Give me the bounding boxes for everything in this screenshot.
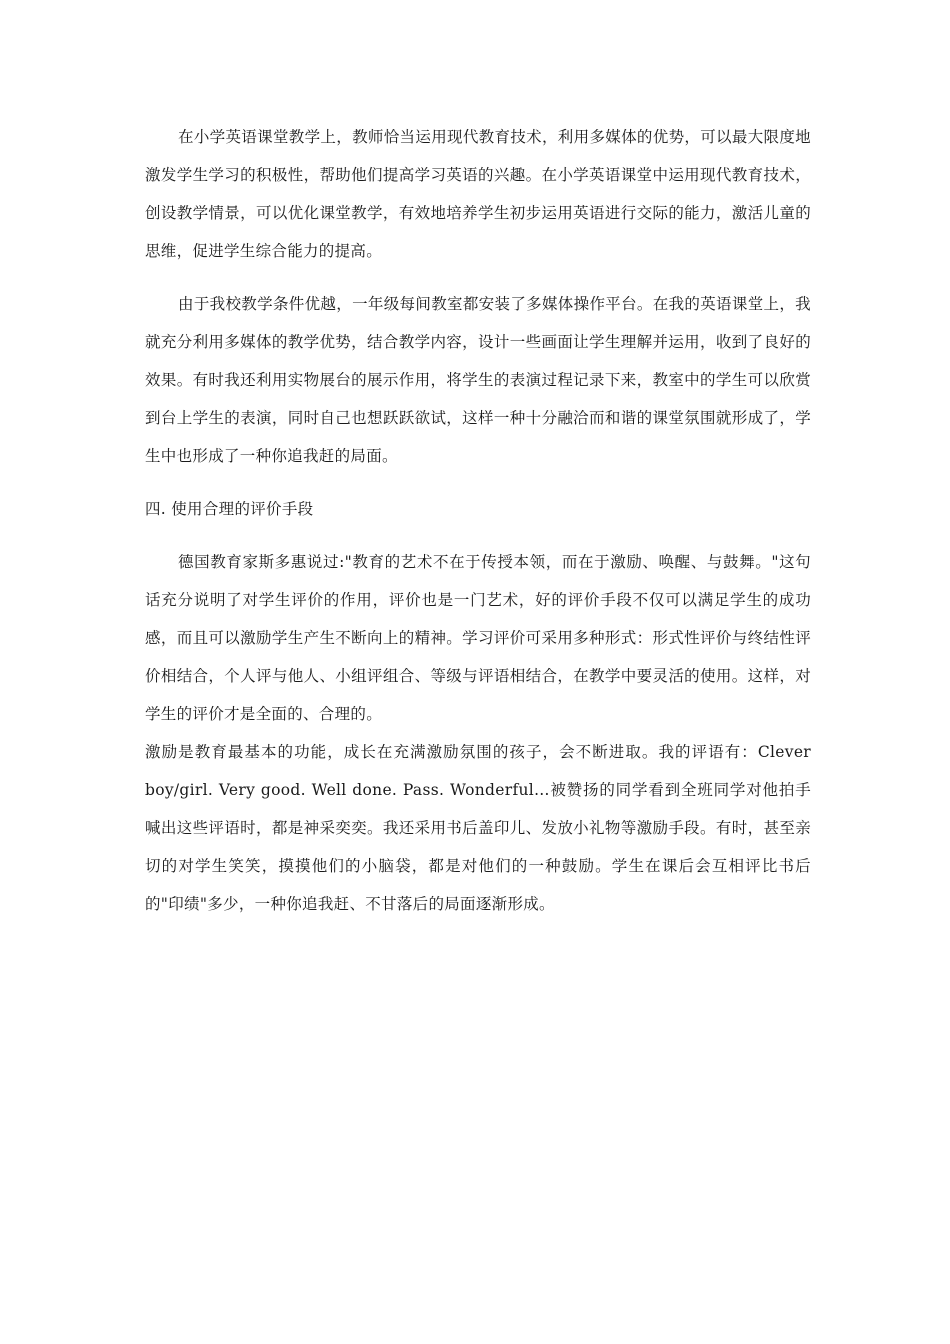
paragraph-multimedia-benefits: 在小学英语课堂教学上，教师恰当运用现代教育技术，利用多媒体的优势，可以最大限度地激发学生学习的积极性，帮助他们提高学习英语的兴趣。在小学英语课堂中运用现代教育技术，创设教学情景，可以优化课堂教学，有效地培养学生初步运用英语进行交际的能力，激活儿童的思维，促进学生综合能力的提高。 <box>145 128 811 260</box>
document-body <box>145 118 811 923</box>
paragraph-encouragement: 激励是教育最基本的功能，成长在充满激励氛围的孩子，会不断进取。我的评语有：Clever boy/girl. Very good. Well done. Pass. Wonderful…被赞扬的同学看到全班同学对他拍手喊出这些评语时，都是神采奕奕。我还采用书后盖印儿、发放小礼物等激励手段。有时，甚至亲切的对学生笑笑，摸摸他们的小脑袋，都是对他们的一种鼓励。学生在课后会互相评比书后的"印绩"多少，一种你追我赶、不甘落后的局面逐渐形成。 <box>145 743 811 913</box>
paragraph-school-conditions: 由于我校教学条件优越，一年级每间教室都安装了多媒体操作平台。在我的英语课堂上，我就充分利用多媒体的教学优势，结合教学内容，设计一些画面让学生理解并运用，收到了良好的效果。有时我还利用实物展台的展示作用，将学生的表演过程记录下来，教室中的学生可以欣赏到台上学生的表演，同时自己也想跃跃欲试，这样一种十分融洽而和谐的课堂氛围就形成了，学生中也形成了一种你追我赶的局面。 <box>145 295 811 465</box>
section-heading-evaluation: 四. 使用合理的评价手段 <box>145 500 314 518</box>
paragraph-evaluation-art: 德国教育家斯多惠说过:"教育的艺术不在于传授本领，而在于激励、唤醒、与鼓舞。"这句话充分说明了对学生评价的作用，评价也是一门艺术，好的评价手段不仅可以满足学生的成功感，而且可以激励学生产生不断向上的精神。学习评价可采用多种形式：形式性评价与终结性评价相结合，个人评与他人、小组评组合、等级与评语相结合，在教学中要灵活的使用。这样，对学生的评价才是全面的、合理的。 <box>145 553 811 723</box>
